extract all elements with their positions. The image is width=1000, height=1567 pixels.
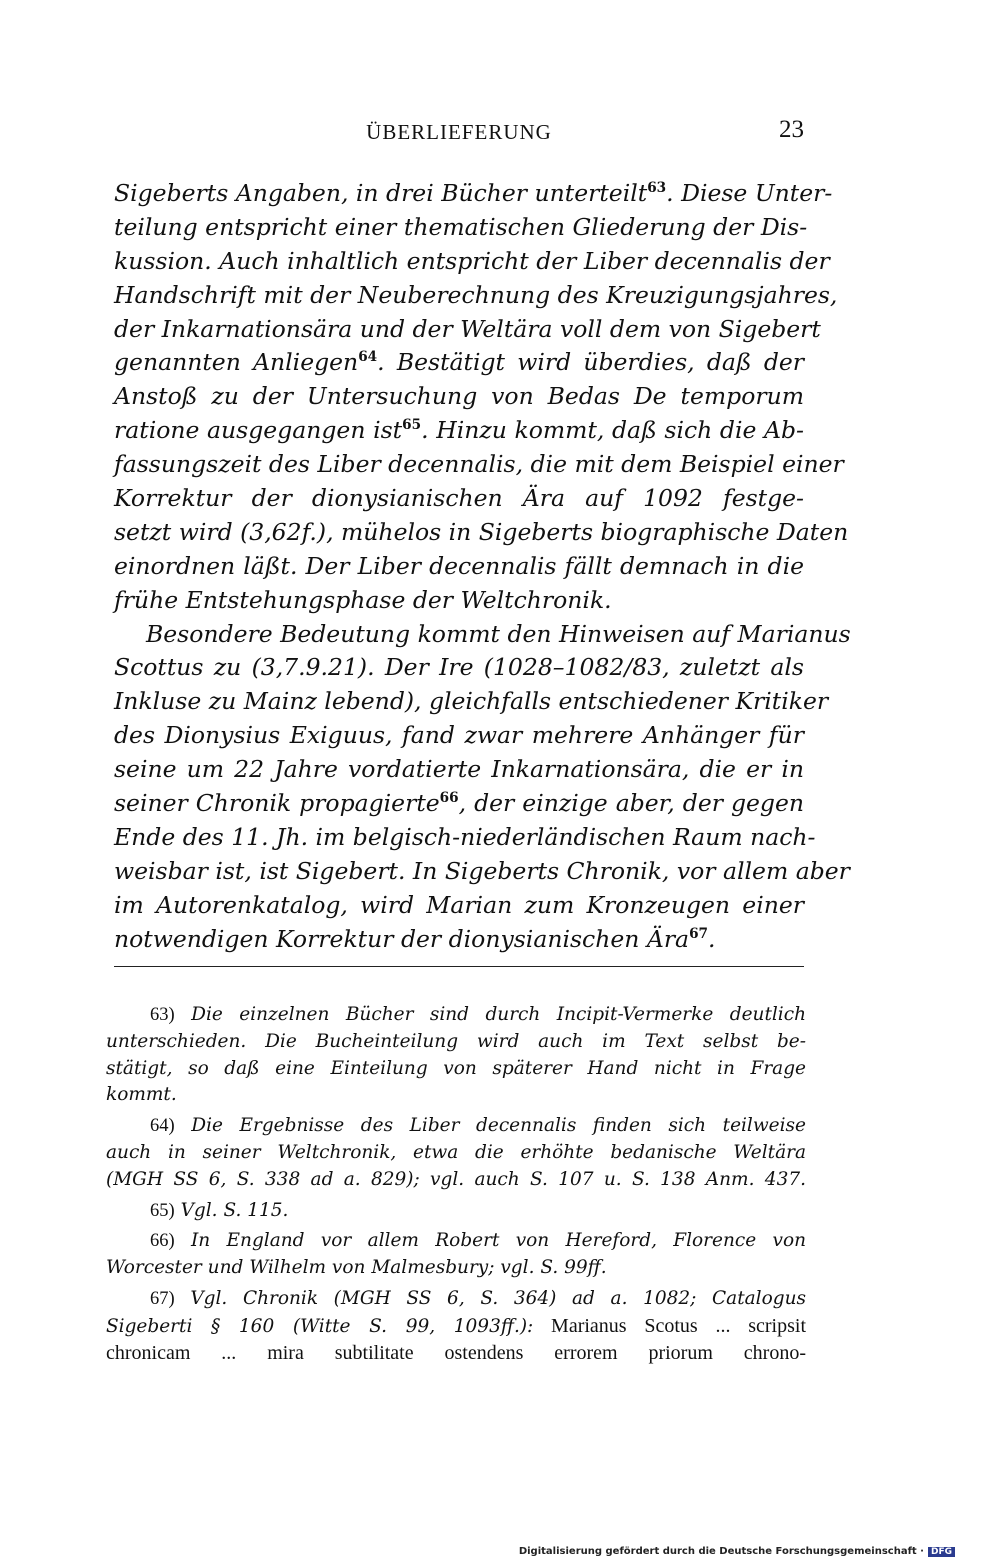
footnote-number: 65) xyxy=(150,1200,175,1221)
text-line: teilung entspricht einer thematischen Gliederung der Dis- xyxy=(114,212,808,241)
main-text xyxy=(114,177,851,956)
footnote-ref-66[interactable]: 66 xyxy=(439,790,459,807)
running-title: ÜBERLIEFERUNG xyxy=(366,120,552,144)
footnote-ref-64[interactable]: 64 xyxy=(358,349,378,366)
footnote-ref-63[interactable]: 63 xyxy=(647,180,667,197)
text-line: Inkluse zu Mainz lebend), gleichfalls entschiedener Kritiker xyxy=(114,687,829,716)
footnote-63: 63) Die einzelnen Bücher sind durch Incipit-Vermerke deutlich unterschieden. Die Bucheinteilung wird auch im Text selbst be- stätigt, so daß eine Einteilung von späterer Hand nicht in Frage kommt. xyxy=(106,1002,806,1109)
text-line: kussion. Auch inhaltlich entspricht der Liber decennalis der xyxy=(114,246,830,275)
digitization-note: Digitalisierung gefördert durch die Deutsche Forschungsgemeinschaft · DFG xyxy=(519,1546,955,1557)
text-line: seiner Chronik propagierte$^{66}$, der einzige aber, der gegen xyxy=(114,789,804,818)
text-line: des Dionysius Exiguus, fand zwar mehrere Anhänger für xyxy=(114,721,804,750)
footnote-ref-65[interactable]: 65 xyxy=(402,417,422,434)
footnote-number: 64) xyxy=(150,1116,175,1137)
text-line: der Inkarnationsära und der Weltära voll dem von Sigebert xyxy=(114,314,821,343)
footnote-number: 63) xyxy=(150,1005,175,1025)
footnote-line: stätigt, so daß eine Einteilung von späterer Hand nicht in Frage xyxy=(106,1057,806,1079)
text-line: genannten Anliegen$^{64}$. Bestätigt wird überdies, daß der xyxy=(114,348,804,377)
footnote-line: auch in seiner Weltchronik, etwa die erhöhte bedanische Weltära xyxy=(106,1141,806,1163)
footnote-ref-67[interactable]: 67 xyxy=(689,925,709,942)
footnote-line: (MGH SS 6, S. 338 ad a. 829); vgl. auch S. 107 u. S. 138 Anm. 437. xyxy=(106,1168,806,1190)
text-line: Besondere Bedeutung kommt den Hinweisen auf Marianus xyxy=(146,619,851,648)
dfg-logo-icon: DFG xyxy=(928,1547,955,1557)
footnote-line: unterschieden. Die Bucheinteilung wird auch im Text selbst be- xyxy=(106,1030,806,1052)
footnote-separator xyxy=(114,966,804,967)
page-number: 23 xyxy=(779,116,804,143)
text-line: notwendigen Korrektur der dionysianischen Ära$^{67}$. xyxy=(114,924,716,953)
text-line: frühe Entstehungsphase der Weltchronik. xyxy=(114,585,612,614)
footnote-line: kommt. xyxy=(106,1084,177,1106)
text-line: ratione ausgegangen ist$^{65}$. Hinzu kommt, daß sich die Ab- xyxy=(114,416,804,445)
text-line: Sigeberts Angaben, in drei Bücher unterteilt$^{63}$. Diese Unter- xyxy=(114,179,833,207)
footnote-number: 67) xyxy=(150,1288,175,1309)
text-line: seine um 22 Jahre vordatierte Inkarnationsära, die er in xyxy=(114,755,804,784)
footnote-line: Worcester und Wilhelm von Malmesbury; vgl. S. 99ff. xyxy=(106,1257,607,1279)
text-line: Korrektur der dionysianischen Ära auf 1092 festge- xyxy=(114,484,804,513)
text-line: Anstoß zu der Untersuchung von Bedas De temporum xyxy=(114,382,804,411)
text-line: im Autorenkatalog, wird Marian zum Kronzeugen einer xyxy=(114,890,804,919)
footnote-64: 64) Die Ergebnisse des Liber decennalis finden sich teilweise auch in seiner Weltchronik, etwa die erhöhte bedanische Weltära (MGH SS 6, S. 338 ad a. 829); vgl. auch S. 107 u. S. 138 Anm. 437. xyxy=(106,1113,806,1193)
page-header xyxy=(114,112,804,152)
text-line: Scottus zu (3,7.9.21). Der Ire (1028–1082/83, zuletzt als xyxy=(114,653,804,682)
text-line: setzt wird (3,62f.), mühelos in Sigeberts biographische Daten xyxy=(114,517,849,546)
footnote-line: Sigeberti § 160 (Witte S. 99, 1093ff.): Marianus Scotus ... scripsit xyxy=(106,1314,806,1337)
footnote-67: 67) Vgl. Chronik (MGH SS 6, S. 364) ad a. 1082; Catalogus Sigeberti § 160 (Witte S. 99, 1093ff.): Marianus Scotus ... scripsit chronicam ... mira subtilitate ostendens errorem priorum chrono- xyxy=(106,1286,806,1366)
footnote-number: 66) xyxy=(150,1231,175,1252)
text-line: einordnen läßt. Der Liber decennalis fällt demnach in die xyxy=(114,551,804,580)
text-line: weisbar ist, ist Sigebert. In Sigeberts Chronik, vor allem aber xyxy=(114,856,850,885)
footnote-line: chronicam ... mira subtilitate ostendens errorem priorum chrono- xyxy=(106,1341,806,1364)
footnote-65: 65) Vgl. S. 115. xyxy=(150,1199,289,1221)
text-line: fassungszeit des Liber decennalis, die mit dem Beispiel einer xyxy=(114,450,844,479)
text-line: Ende des 11. Jh. im belgisch-niederländischen Raum nach- xyxy=(114,822,816,851)
text-line: Handschrift mit der Neuberechnung des Kreuzigungsjahres, xyxy=(114,280,838,309)
footnotes xyxy=(106,1002,806,1366)
footnote-66: 66) In England vor allem Robert von Hereford, Florence von Worcester und Wilhelm von Malmesbury; vgl. S. 99ff. xyxy=(106,1228,806,1282)
